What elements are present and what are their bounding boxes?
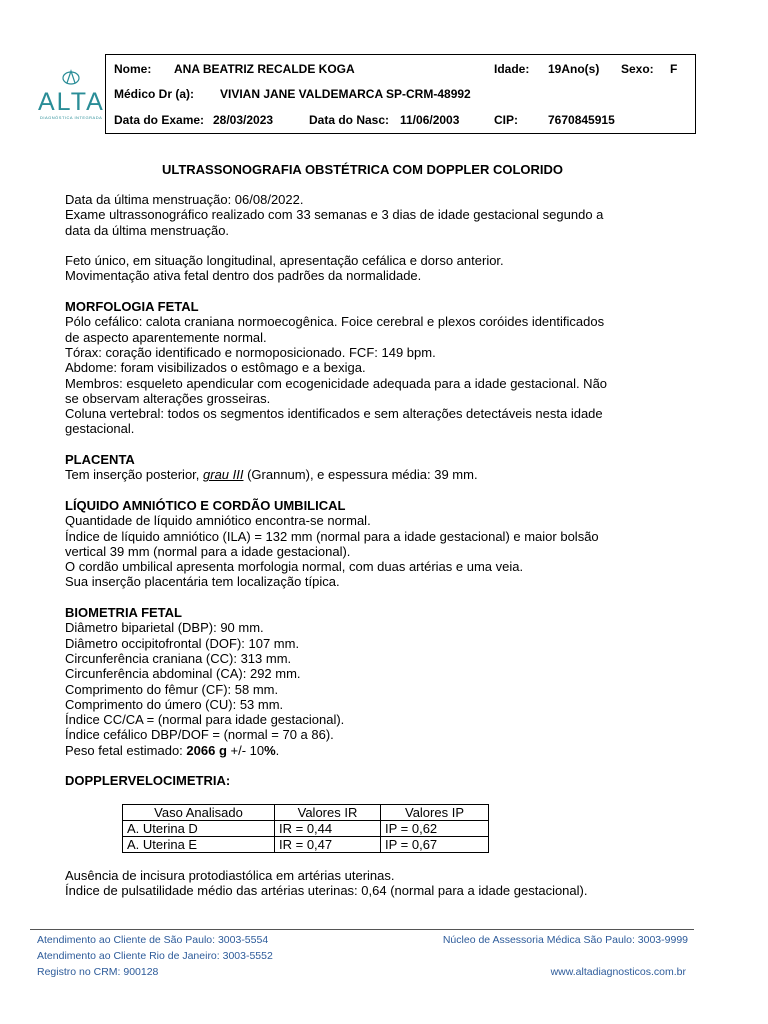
patient-age: 19Ano(s) — [548, 62, 600, 76]
doctor-name: VIVIAN JANE VALDEMARCA SP-CRM-48992 — [220, 87, 471, 101]
table-header-row — [123, 804, 489, 820]
table-row — [123, 836, 489, 852]
biometria-line: Comprimento do úmero (CU): 53 mm. — [65, 696, 284, 712]
patient-name: ANA BEATRIZ RECALDE KOGA — [174, 62, 355, 76]
biometria-line: Diâmetro occipitofrontal (DOF): 107 mm. — [65, 635, 300, 651]
fetus-line: Feto único, em situação longitudinal, apresentação cefálica e dorso anterior. — [65, 253, 504, 269]
biometria-line: Diâmetro biparietal (DBP): 90 mm. — [65, 620, 264, 636]
doppler-line: Ausência de incisura protodiastólica em artérias uterinas. — [65, 867, 395, 883]
table-row — [123, 820, 489, 836]
intro-line: Exame ultrassonográfico realizado com 33 semanas e 3 dias de idade gestacional segundo a — [65, 207, 604, 223]
biometria-line: Comprimento do fêmur (CF): 58 mm. — [65, 681, 279, 697]
liquido-line: vertical 39 mm (normal para a idade gestacional). — [65, 543, 351, 559]
morfologia-line: se observam alterações grosseiras. — [65, 390, 271, 406]
alta-logo-icon — [60, 68, 82, 86]
alta-logo — [38, 68, 108, 126]
patient-header — [105, 54, 696, 134]
doppler-heading: DOPPLERVELOCIMETRIA: — [65, 773, 231, 789]
liquido-heading: LÍQUIDO AMNIÓTICO E CORDÃO UMBILICAL — [65, 497, 346, 513]
morfologia-heading: MORFOLOGIA FETAL — [65, 299, 199, 315]
report-body — [65, 192, 695, 898]
doppler-table — [122, 804, 489, 853]
table-cell: IR = 0,47 — [275, 836, 381, 852]
biometria-line: Índice CC/CA = (normal para idade gestacional). — [65, 712, 345, 728]
fetal-weight-value: 2066 g — [186, 742, 227, 758]
footer-website-link[interactable]: www.altadiagnosticos.com.br — [550, 966, 686, 978]
doppler-line: Índice de pulsatilidade médio das artérias uterinas: 0,64 (normal para a idade gestacional). — [65, 883, 588, 899]
table-cell: A. Uterina D — [123, 820, 275, 836]
table-cell: IR = 0,44 — [275, 820, 381, 836]
biometria-line: Circunferência craniana (CC): 313 mm. — [65, 650, 292, 666]
patient-sex: F — [670, 62, 678, 76]
placenta-grade: grau III — [203, 467, 244, 483]
liquido-line: Sua inserção placentária tem localização típica. — [65, 574, 340, 590]
doctor-label: Médico Dr (a): — [114, 87, 195, 101]
table-cell: IP = 0,67 — [381, 836, 489, 852]
morfologia-line: de aspecto aparentemente normal. — [65, 329, 267, 345]
exam-date-label: Data do Exame: — [114, 113, 205, 127]
fetus-line: Movimentação ativa fetal dentro dos padrões da normalidade. — [65, 268, 422, 284]
sex-label: Sexo: — [621, 62, 654, 76]
age-label: Idade: — [494, 62, 530, 76]
morfologia-line: gestacional. — [65, 421, 135, 437]
biometria-heading: BIOMETRIA FETAL — [65, 605, 182, 621]
birth-date: 11/06/2003 — [400, 113, 460, 127]
column-header: Valores IR — [275, 804, 381, 820]
footer-crm: Registro no CRM: 900128 — [37, 966, 159, 978]
liquido-line: Índice de líquido amniótico (ILA) = 132 mm (normal para a idade gestacional) e maior bolsão — [65, 528, 599, 544]
alta-logo-tagline: DIAGNÓSTICA INTEGRADA — [40, 115, 103, 120]
cip-value: 7670845915 — [548, 113, 615, 127]
report-title: ULTRASSONOGRAFIA OBSTÉTRICA COM DOPPLER COLORIDO — [161, 162, 564, 177]
fetal-weight: Peso fetal estimado: 2066 g +/- 10%. — [65, 742, 280, 758]
morfologia-line: Tórax: coração identificado e normoposicionado. FCF: 149 bpm. — [65, 344, 436, 360]
biometria-line: Circunferência abdominal (CA): 292 mm. — [65, 666, 301, 682]
liquido-line: Quantidade de líquido amniótico encontra-se normal. — [65, 513, 371, 529]
column-header: Valores IP — [381, 804, 489, 820]
footer-nucleo-contact: Núcleo de Assessoria Médica São Paulo: 3003-9999 — [442, 934, 688, 946]
intro-line: Data da última menstruação: 06/08/2022. — [65, 192, 304, 207]
table-cell: A. Uterina E — [123, 836, 275, 852]
morfologia-line: Pólo cefálico: calota craniana normoecogênica. Foice cerebral e plexos coróides identificados — [65, 314, 605, 330]
footer-sp-contact: Atendimento ao Cliente de São Paulo: 3003-5554 — [37, 934, 269, 946]
exam-date: 28/03/2023 — [213, 113, 274, 127]
biometria-line: Índice cefálico DBP/DOF = (normal = 70 a 86). — [65, 727, 334, 743]
morfologia-line: Abdome: foram visibilizados o estômago e a bexiga. — [65, 360, 366, 376]
liquido-line: O cordão umbilical apresenta morfologia normal, com duas artérias e uma veia. — [65, 559, 524, 575]
intro-line: data da última menstruação. — [65, 222, 230, 238]
morfologia-line: Membros: esqueleto apendicular com ecogenicidade adequada para a idade gestacional. Não — [65, 375, 608, 391]
birth-label: Data do Nasc: — [309, 113, 390, 127]
placenta-line: Tem inserção posterior, grau III (Grannum), e espessura média: 39 mm. — [65, 467, 478, 483]
footer-rj-contact: Atendimento ao Cliente Rio de Janeiro: 3003-5552 — [37, 950, 273, 962]
table-cell: IP = 0,62 — [381, 820, 489, 836]
alta-logo-name: ALTA — [38, 88, 105, 116]
cip-label: CIP: — [494, 113, 518, 127]
name-label: Nome: — [114, 62, 152, 76]
morfologia-line: Coluna vertebral: todos os segmentos identificados e sem alterações detectáveis nesta idade — [65, 406, 603, 422]
footer-divider — [30, 929, 694, 930]
column-header: Vaso Analisado — [123, 804, 275, 820]
placenta-heading: PLACENTA — [65, 452, 135, 468]
